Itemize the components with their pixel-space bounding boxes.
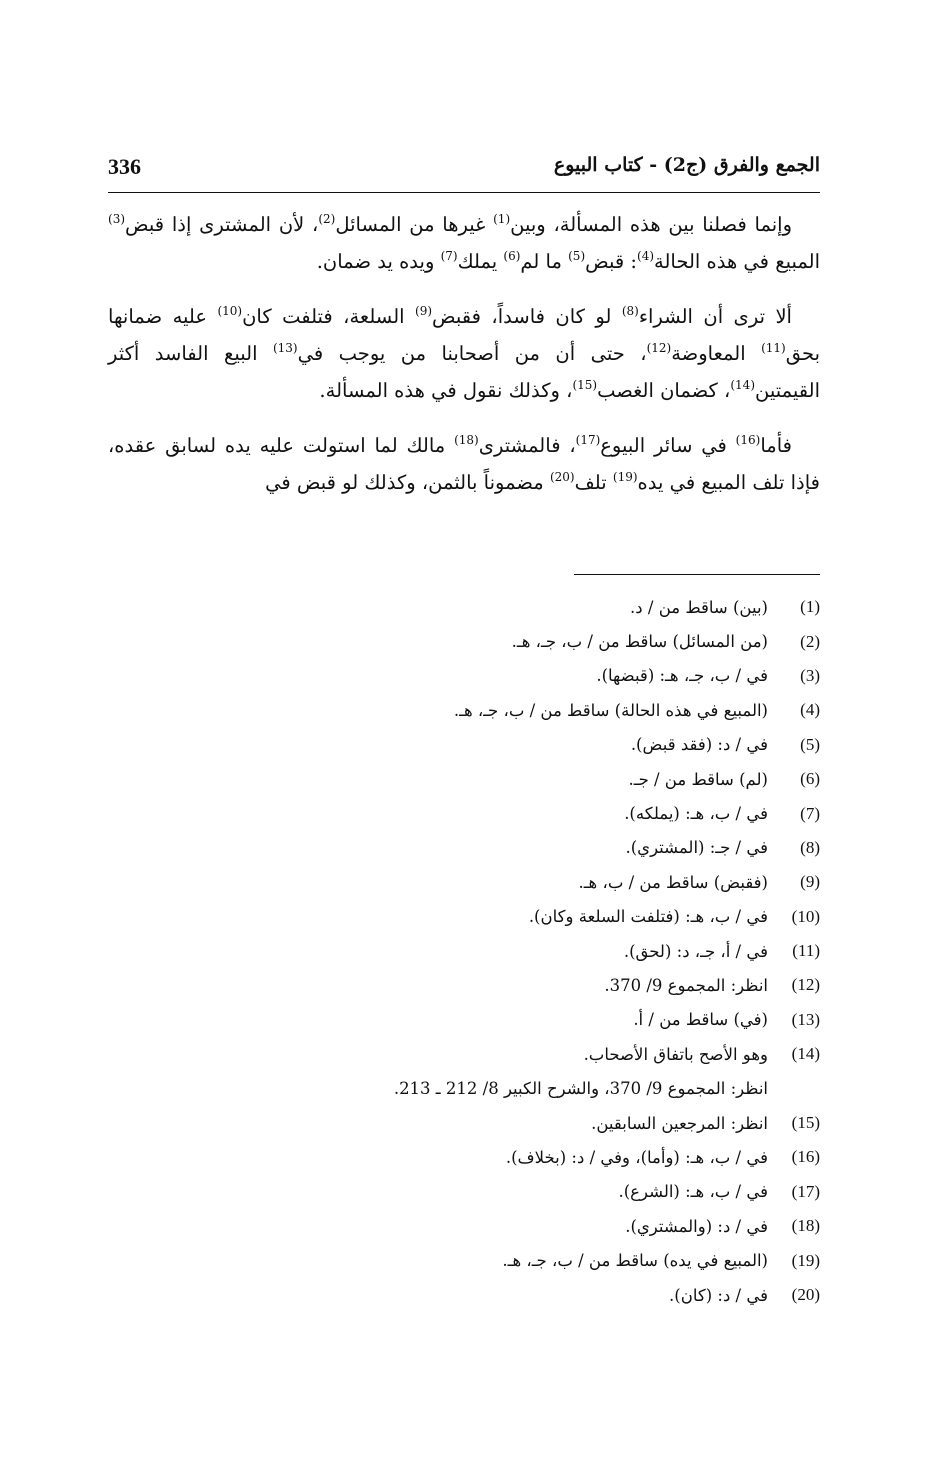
footnote-number: (12): [791, 975, 820, 995]
footnote-number: (18): [791, 1216, 820, 1236]
footnote-divider: [574, 574, 820, 575]
footnote-marker: (13): [272, 341, 298, 355]
page-number: 336: [108, 154, 141, 179]
footnote-text: (المبيع في يده) ساقط من / ب، جـ، هـ.: [502, 1251, 768, 1271]
text-segment: المعاوضة: [671, 342, 762, 365]
footnote-marker: (7): [440, 249, 458, 263]
footnote-text: في / د: (كان).: [669, 1285, 768, 1305]
text-segment: ، كضمان الغصب: [597, 379, 731, 402]
footnote-text: في / ب، هـ: (يملكه).: [624, 804, 768, 824]
text-segment: ألا ترى أن الشراء: [638, 305, 792, 328]
footnote: [108, 1003, 820, 1037]
footnote-number: (17): [791, 1181, 820, 1201]
text-segment: يملك: [457, 250, 504, 273]
text-segment: عليه ضمانها بحق: [108, 305, 821, 365]
footnote-text: انظر: المجموع 9/ 370.: [604, 975, 768, 995]
footnote-number: (14): [791, 1044, 820, 1064]
footnote-number: (11): [792, 941, 820, 961]
text-segment: فأما: [760, 434, 792, 457]
footnote: [108, 1037, 820, 1071]
footnote-number: (1): [800, 597, 820, 617]
text-segment: ويده يد ضمان.: [316, 250, 441, 273]
main-text: [108, 206, 820, 519]
footnote-text: (المبيع في هذه الحالة) ساقط من / ب، جـ، هـ.: [453, 700, 768, 720]
footnote-marker: (12): [646, 341, 672, 355]
footnote-text: في / د: (فقد قبض).: [630, 735, 768, 755]
footnote-text: (فقبض) ساقط من / ب، هـ.: [578, 872, 768, 892]
footnote-marker: (2): [318, 212, 336, 226]
text-segment: غيرها من المسائل: [335, 213, 494, 236]
footnote: [108, 831, 820, 865]
footnote-number: (3): [800, 665, 820, 685]
text-segment: : قبض: [585, 250, 637, 273]
text-segment: ، لأن المشترى إذا قبض: [125, 213, 319, 236]
footnote-text: في / ب، هـ: (الشرع).: [618, 1182, 768, 1202]
footnote-text: في / ب، هـ: (فتلفت السلعة وكان).: [528, 907, 768, 927]
footnote-marker: (15): [572, 378, 598, 392]
footnote-number: (8): [800, 837, 820, 857]
footnote-text: في / د: (والمشتري).: [625, 1216, 768, 1236]
footnote-marker: (3): [108, 212, 126, 226]
footnote: [108, 693, 820, 727]
footnote: [108, 934, 820, 968]
footnote-marker: (17): [575, 433, 601, 447]
text-segment: السلعة، فتلفت كان: [242, 305, 415, 328]
footnote-marker: (1): [493, 212, 511, 226]
text-segment: مضموناً بالثمن، وكذلك لو قبض في: [265, 471, 550, 494]
text-segment: وإنما فصلنا بين هذه المسألة، وبين: [510, 213, 792, 236]
text-segment: لو كان فاسداً، فقبض: [432, 305, 622, 328]
footnote-marker: (4): [637, 249, 655, 263]
footnote-number: (2): [800, 631, 820, 651]
footnote-marker: (14): [730, 378, 755, 392]
text-segment: المبيع في هذه الحالة: [654, 250, 820, 273]
footnote-number: (7): [800, 803, 820, 823]
footnote-number: (13): [791, 1009, 820, 1029]
text-segment: ما لم: [520, 250, 569, 273]
footnote-text: في / ب، جـ، هـ: (قبضها).: [596, 666, 768, 686]
footnote: [108, 1106, 820, 1140]
footnote-text: (لم) ساقط من / جـ.: [628, 769, 768, 789]
footnote-marker: (16): [735, 433, 761, 447]
footnotes: [108, 590, 820, 1312]
footnote: [108, 796, 820, 830]
footnote: [108, 1209, 820, 1243]
footnote: [108, 762, 820, 796]
footnote-marker: (9): [415, 304, 433, 318]
footnote: [108, 968, 820, 1002]
footnote-text: في / جـ: (المشتري).: [625, 838, 768, 858]
footnote-text: (بين) ساقط من / د.: [630, 597, 768, 617]
footnote: [108, 1140, 820, 1174]
footnote-marker: (11): [761, 341, 786, 355]
footnote: [108, 624, 820, 658]
footnote: [108, 590, 820, 624]
footnote-text: وهو الأصح باتفاق الأصحاب.: [583, 1044, 768, 1064]
footnote-marker: (10): [217, 304, 243, 318]
footnote: [108, 865, 820, 899]
footnote-text: في / أ، جـ، د: (لحق).: [623, 941, 768, 961]
footnote: [108, 659, 820, 693]
footnote: [108, 1071, 820, 1105]
footnote: [108, 1175, 820, 1209]
footnote-text: (من المسائل) ساقط من / ب، جـ، هـ.: [511, 632, 768, 652]
text-segment: مالك لما استولت عليه يده لسابق عقده، فإذا تلف المبيع في يده: [108, 434, 820, 494]
text-segment: تلف: [574, 471, 613, 494]
footnote-number: (6): [800, 769, 820, 789]
footnote-number: (5): [800, 734, 820, 754]
footnote-text: انظر: المرجعين السابقين.: [591, 1113, 768, 1133]
footnote-text: في / ب، هـ: (وأما)، وفي / د: (بخلاف).: [505, 1147, 768, 1167]
footnote-text: (في) ساقط من / أ.: [633, 1010, 768, 1030]
footnote-marker: (19): [612, 470, 638, 484]
paragraph: [108, 427, 820, 501]
footnote-number: (15): [791, 1113, 820, 1133]
footnote-number: (16): [791, 1147, 820, 1167]
footnote-text: انظر: المجموع 9/ 370، والشرح الكبير 8/ 212 ـ 213.: [393, 1079, 768, 1099]
footnote-number: (9): [800, 872, 820, 892]
running-title: الجمع والفرق (ج2) - كتاب البيوع: [553, 154, 820, 176]
footnote-number: (4): [800, 700, 820, 720]
footnote: [108, 1278, 820, 1312]
footnote: [108, 1243, 820, 1277]
text-segment: ، وكذلك نقول في هذه المسألة.: [319, 379, 573, 402]
footnote: [108, 728, 820, 762]
footnote: [108, 900, 820, 934]
footnote-number: (19): [791, 1250, 820, 1270]
text-segment: ، حتى أن من أصحابنا من يوجب في: [297, 342, 647, 365]
footnote-number: (20): [791, 1285, 820, 1304]
paragraph: [108, 298, 820, 409]
footnote-marker: (5): [568, 249, 586, 263]
text-segment: في سائر البيوع: [600, 434, 736, 457]
paragraph: [108, 206, 820, 280]
text-segment: البيع الفاسد أكثر القيمتين: [108, 342, 820, 402]
footnote-marker: (18): [454, 433, 479, 447]
footnote-marker: (20): [549, 470, 575, 484]
text-segment: ، فالمشترى: [478, 434, 576, 457]
footnote-number: (10): [791, 906, 820, 926]
footnote-marker: (8): [621, 304, 639, 318]
footnote-marker: (6): [503, 249, 521, 263]
page-header: [108, 152, 820, 193]
